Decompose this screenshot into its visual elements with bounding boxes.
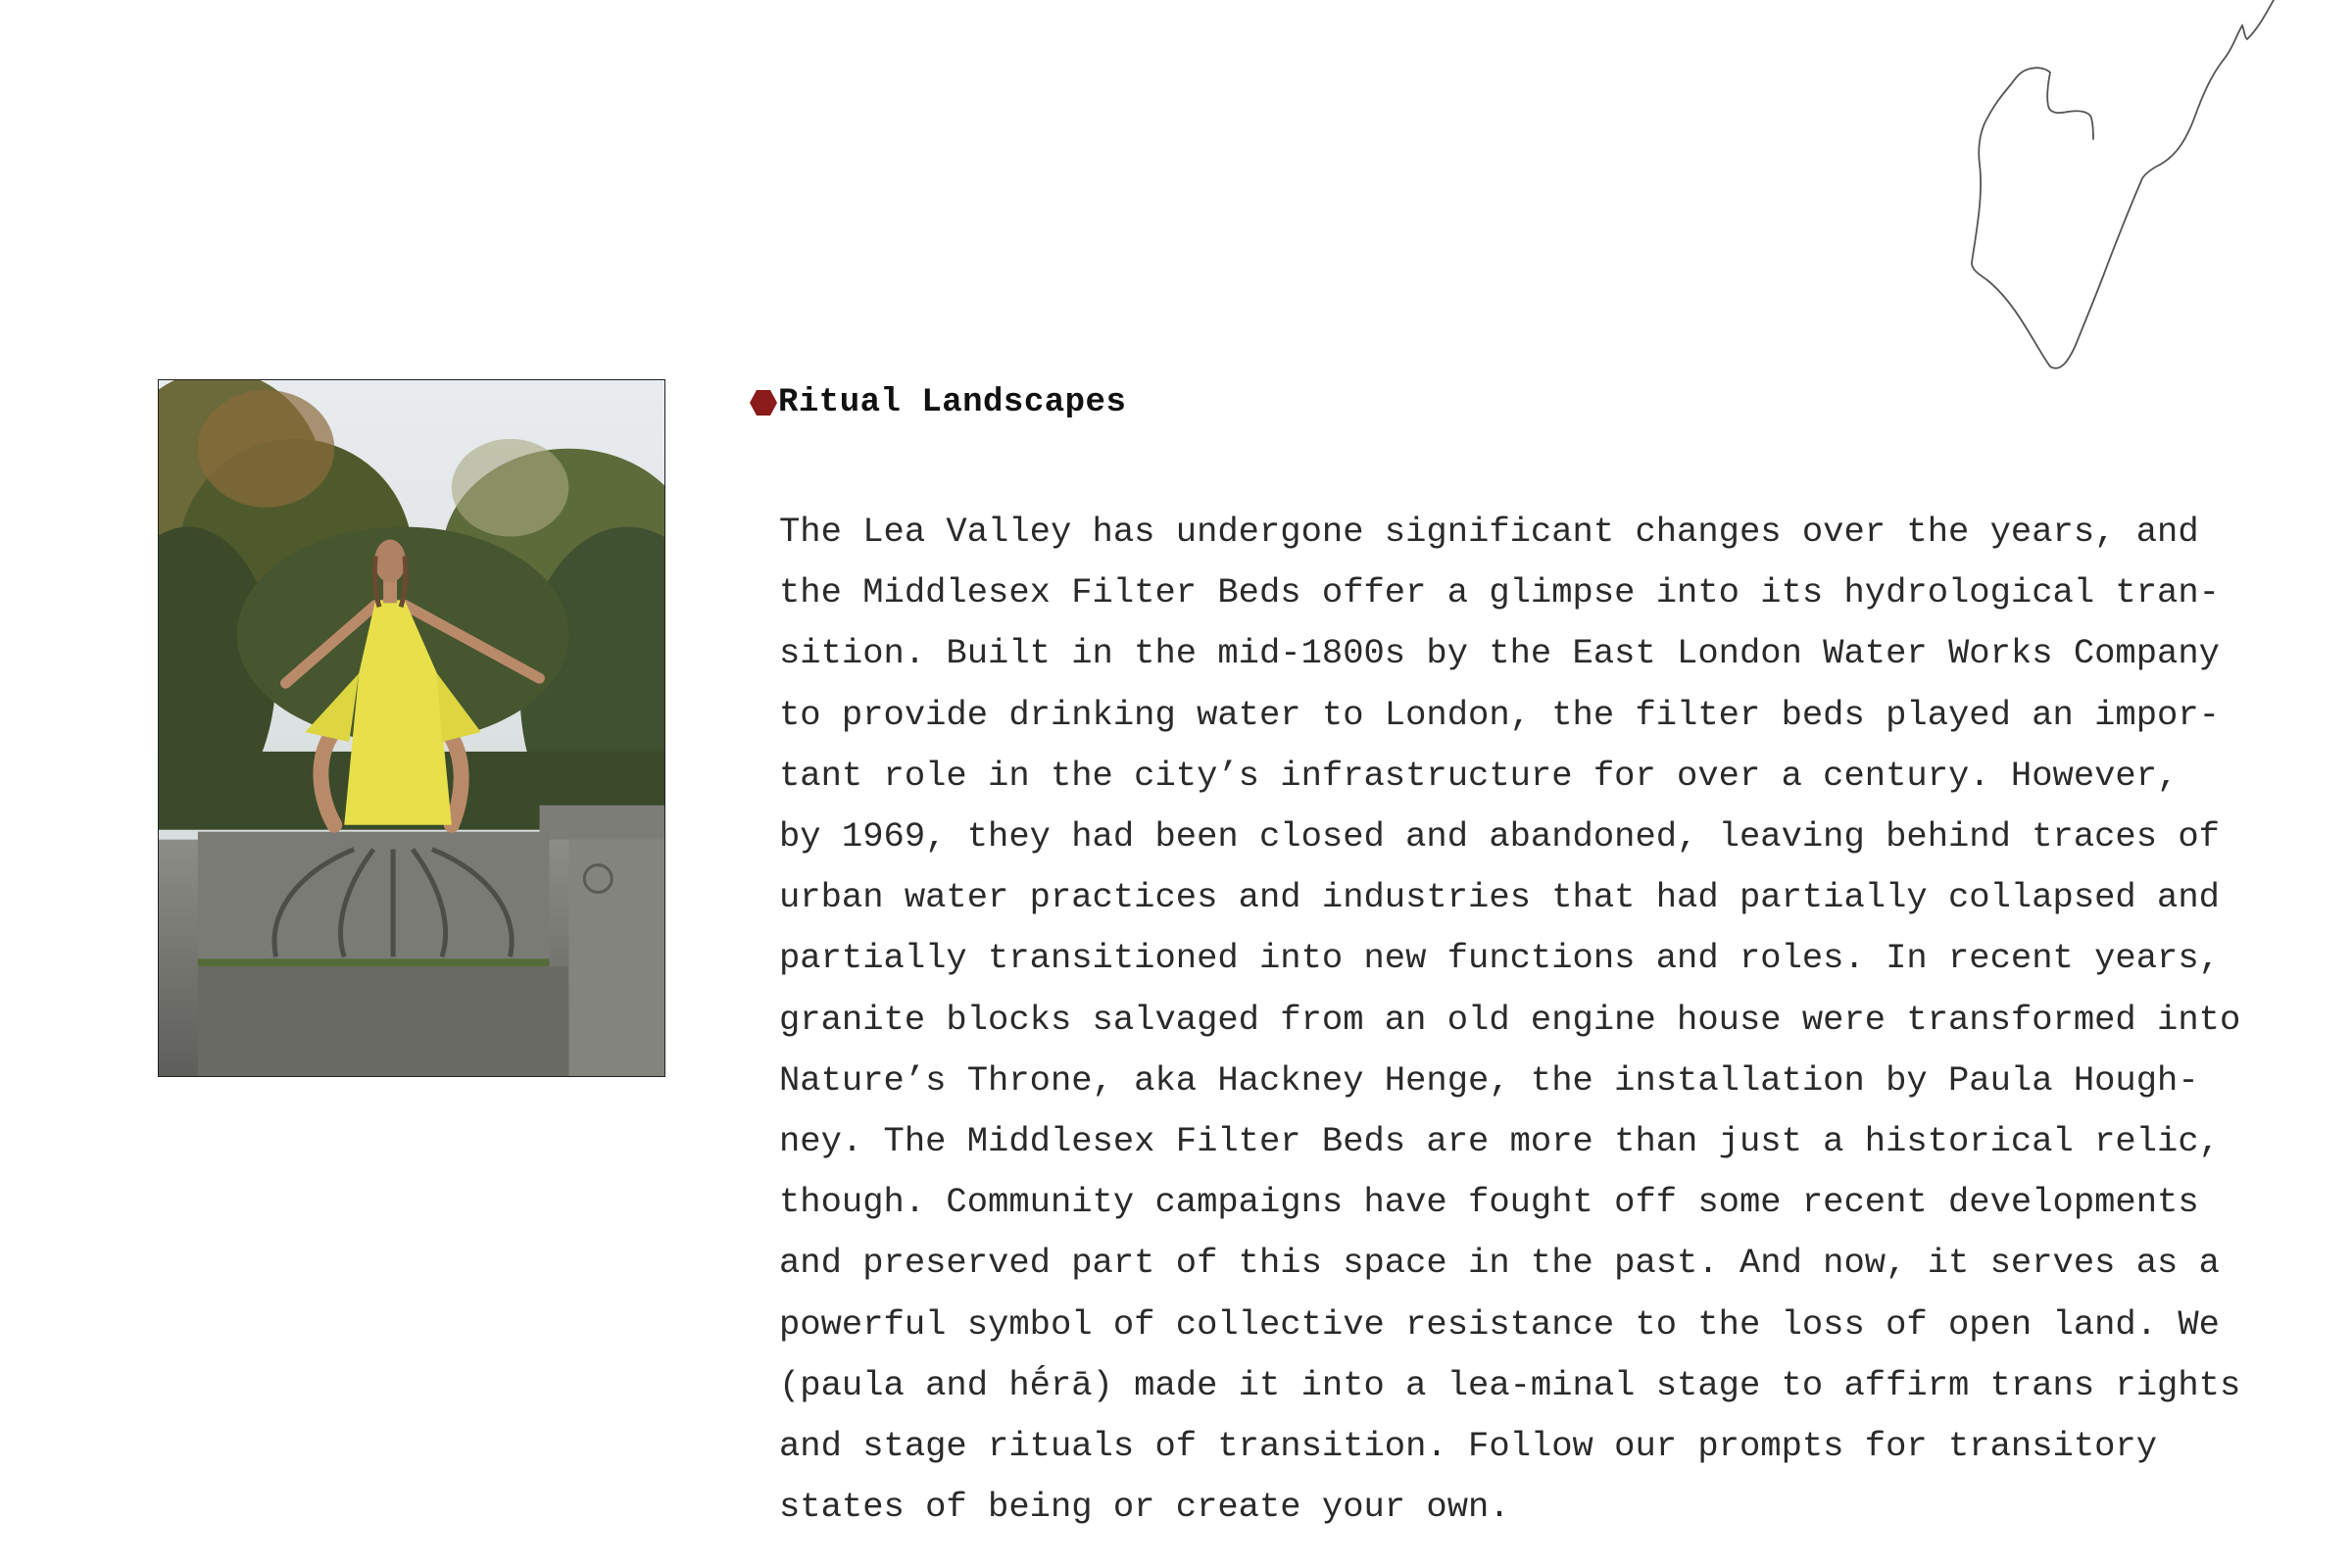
hexagon-bullet-icon <box>749 388 778 417</box>
body-line: The Lea Valley has undergone significant changes over the years, and <box>779 512 2199 552</box>
body-line: the Middlesex Filter Beds offer a glimpse into its hydrological tran- <box>779 572 2220 613</box>
body-line: though. Community campaigns have fought off some recent developments <box>779 1182 2199 1223</box>
body-line: by 1969, they had been closed and abandoned, leaving behind traces of <box>779 816 2220 858</box>
body-line: and preserved part of this space in the past. And now, it serves as a <box>779 1243 2220 1284</box>
river-outline-drawing <box>1921 0 2332 382</box>
body-line: and stage rituals of transition. Follow our prompts for transitory <box>779 1426 2158 1467</box>
performance-photo <box>158 379 665 1077</box>
section-heading <box>749 384 1126 421</box>
body-line: sition. Built in the mid-1800s by the East London Water Works Company <box>779 633 2220 674</box>
body-line: (paula and hḗrā) made it into a lea-minal stage to affirm trans rights <box>779 1364 2241 1405</box>
body-paragraph <box>779 502 2269 1538</box>
body-line: ney. The Middlesex Filter Beds are more than just a historical relic, <box>779 1121 2220 1162</box>
body-line: tant role in the city’s infrastructure for over a century. However, <box>779 755 2179 796</box>
body-line: urban water practices and industries that had partially collapsed and <box>779 877 2220 918</box>
body-line: Nature’s Throne, aka Hackney Henge, the installation by Paula Hough- <box>779 1059 2199 1101</box>
body-line: powerful symbol of collective resistance to the loss of open land. We <box>779 1303 2220 1345</box>
section-title: Ritual Landscapes <box>778 384 1127 421</box>
body-line: granite blocks salvaged from an old engine house were transformed into <box>779 999 2241 1040</box>
body-line: partially transitioned into new functions and roles. In recent years, <box>779 938 2220 979</box>
body-line: states of being or create your own. <box>779 1487 1510 1528</box>
body-line: to provide drinking water to London, the filter beds played an impor- <box>779 694 2220 735</box>
